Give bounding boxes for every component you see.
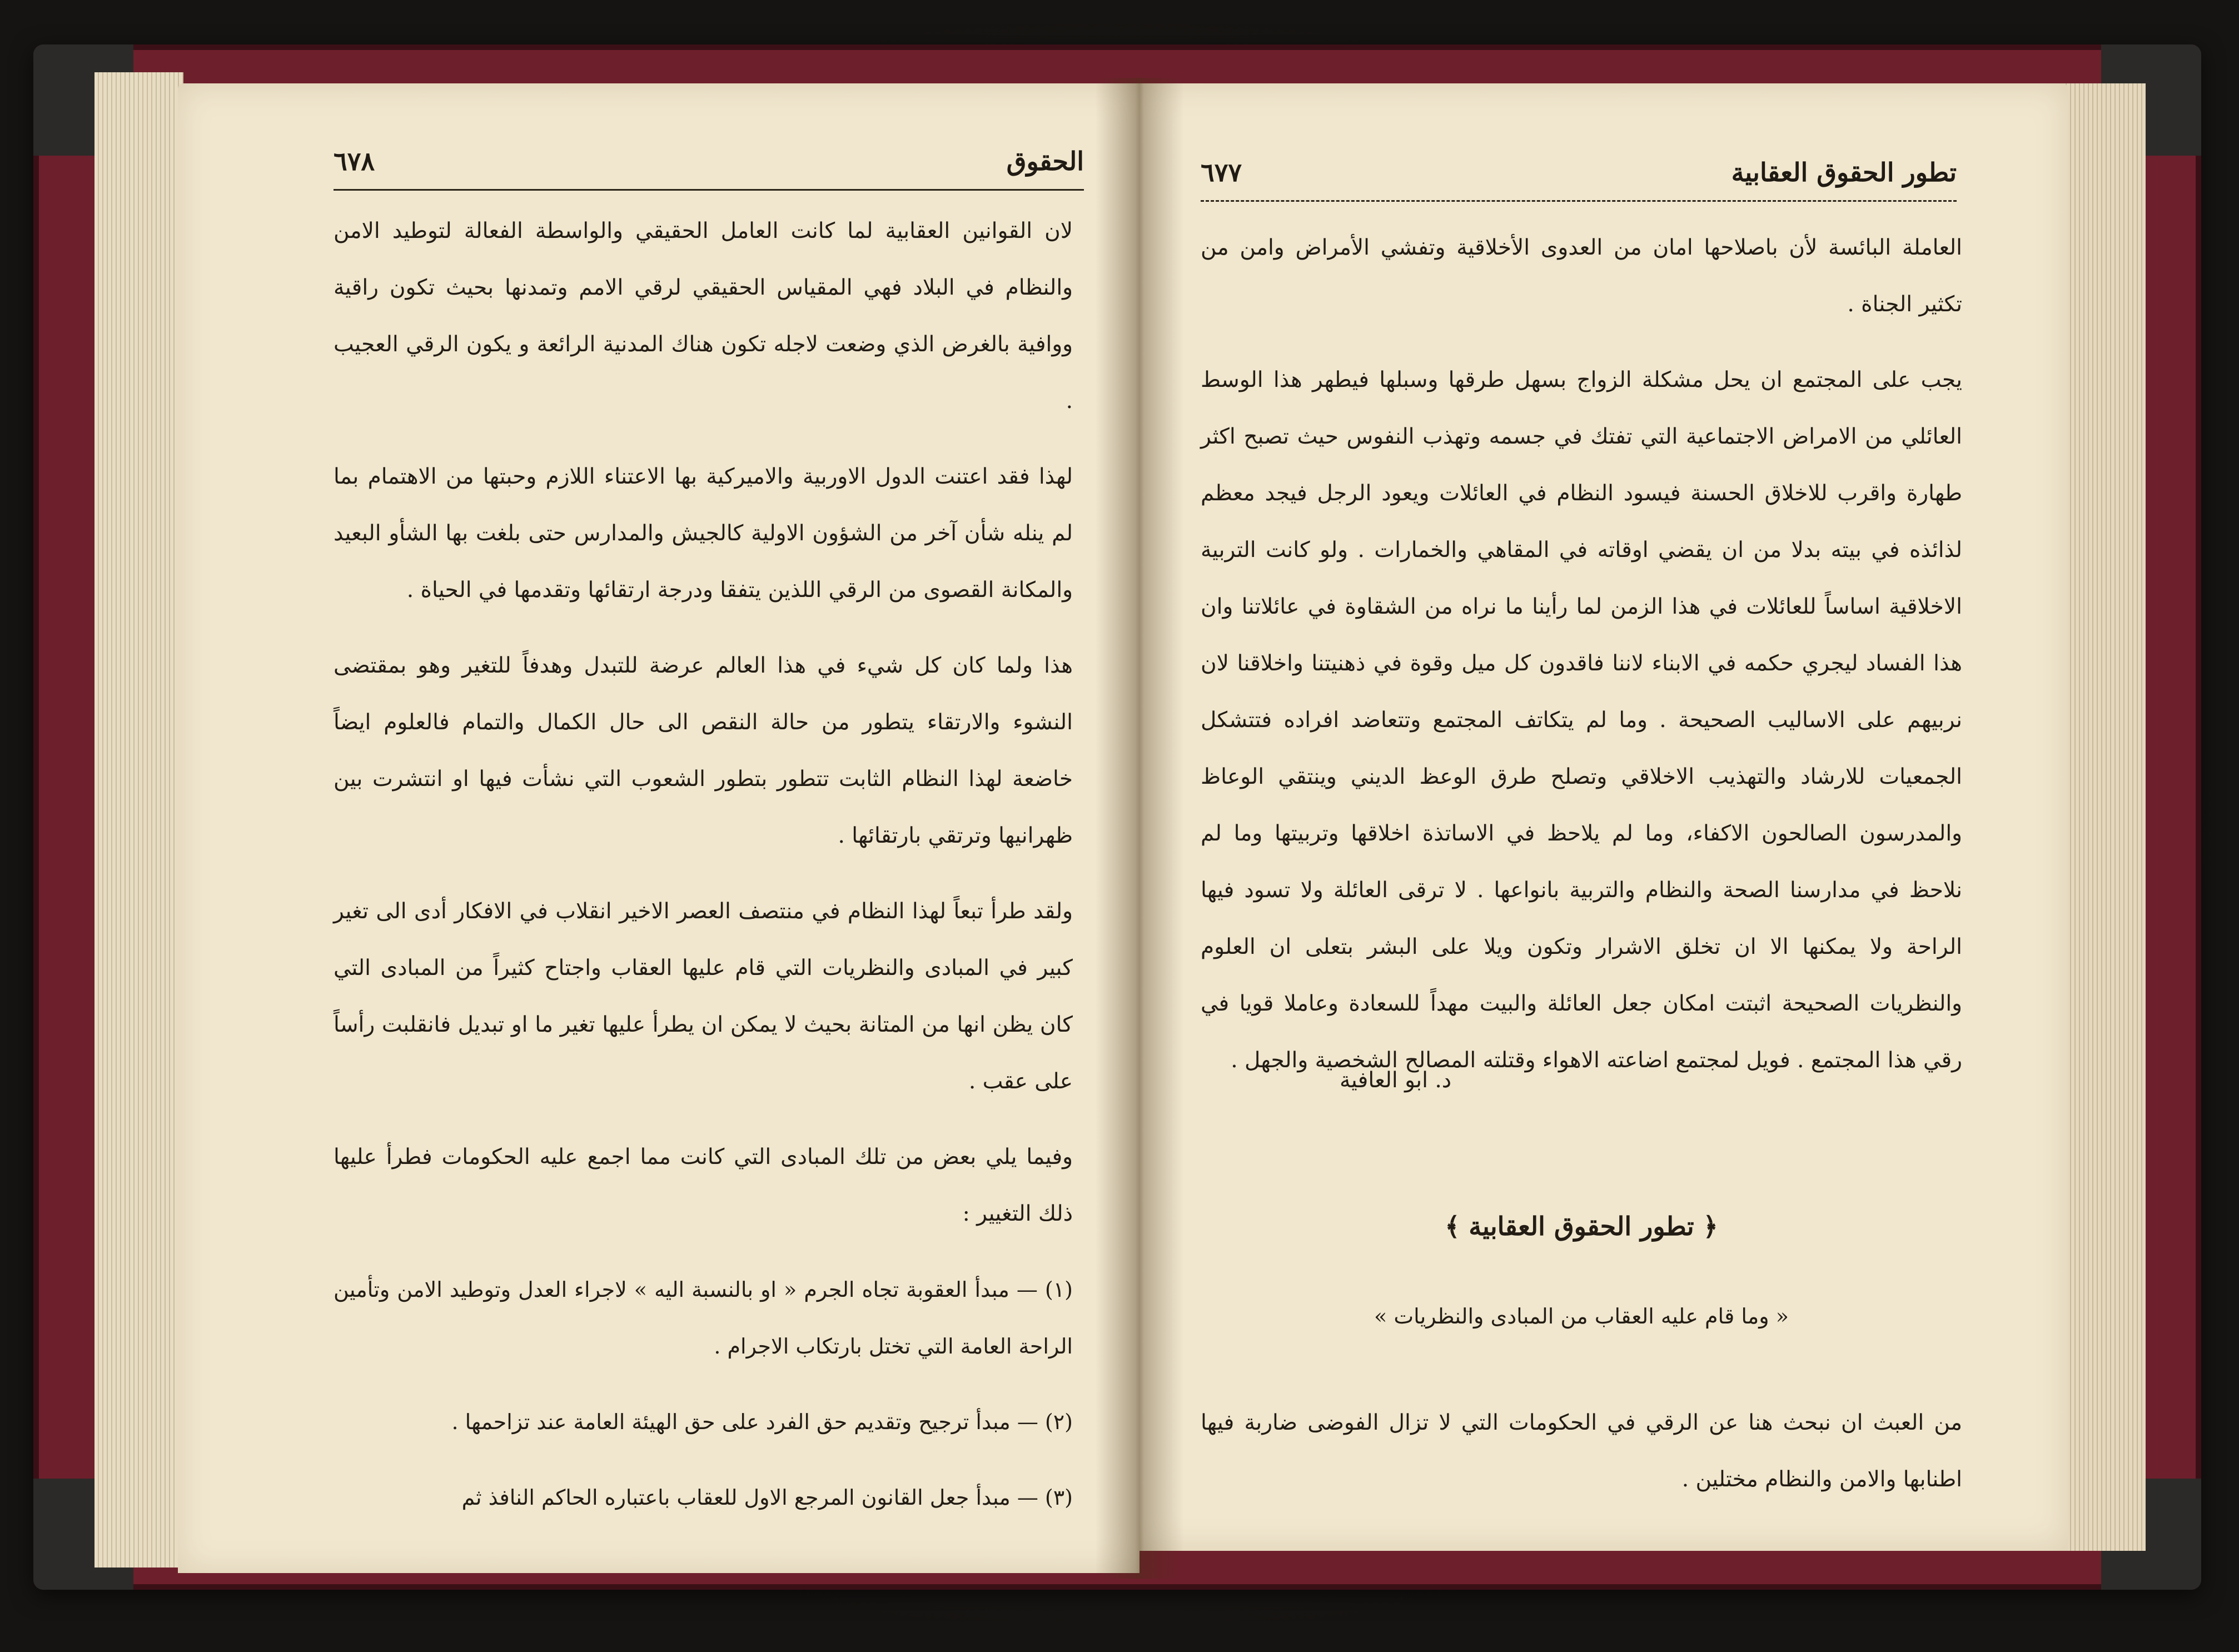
left-page-header (334, 133, 1084, 191)
section-subtitle: « وما قام عليه العقاب من المبادى والنظريات » (1374, 1304, 1789, 1328)
paragraph: لهذا فقد اعتنت الدول الاوربية والاميركية بها الاعتناء اللازم وحبتها من الاهتمام بما لم ينله شأن آخر من الشؤون الاولية كالجيش والمدارس حتى بلغت بها الشأو البعيد والمكانة القصوى من الرقي اللذين يتفقا ودرجة ارتقائها وتقدمها في الحياة . (334, 464, 1073, 603)
numbered-item: (٣) — مبدأ جعل القانون المرجع الاول للعقاب باعتباره الحاكم النافذ ثم (461, 1485, 1073, 1510)
numbered-item: (٢) — مبدأ ترجيح وتقديم حق الفرد على حق الهيئة العامة عند تزاحمها . (451, 1410, 1073, 1434)
running-title: الحقوق (1006, 146, 1084, 176)
paragraph: وفيما يلي بعض من تلك المبادى التي كانت مما اجمع عليه الحكومات فطرأ عليها ذلك التغيير : (334, 1145, 1073, 1226)
paragraph: العاملة البائسة لأن باصلاحها امان من العدوى الأخلاقية وتفشي الأمراض وامن من تكثير الجناة . (1201, 235, 1962, 317)
paragraph: هذا ولما كان كل شيء في هذا العالم عرضة للتبدل وهدفاً للتغير وهو بمقتضى النشوء والارتقاء يتطور من حالة النقص الى حال الكمال والتمام فالعلوم ايضاً خاضعة لهذا النظام الثابت تتطور بتطور الشعوب التي نشأت فيها او انتشرت بين ظهرانيها وترتقي بارتقائها . (334, 653, 1073, 848)
page-number: ٦٧٧ (1201, 157, 1242, 187)
right-page-body (1201, 220, 1962, 1527)
right-page (1140, 83, 2068, 1551)
running-title: تطور الحقوق العقابية (1731, 157, 1957, 187)
left-page-body (334, 203, 1073, 1545)
paragraph: من العبث ان نبحث هنا عن الرقي في الحكومات التي لا تزال الفوضى ضاربة فيها اطنابها والامن والنظام مختلين . (1201, 1410, 1962, 1492)
paragraph: يجب على المجتمع ان يحل مشكلة الزواج بسهل طرقها وسبلها فيطهر هذا الوسط العائلي من الامراض الاجتماعية التي تفتك في جسمه وتهذب النفوس حيث تصبح اكثر طهارة واقرب للاخلاق الحسنة فيسود النظام في العائلات ويعود الرجل فيجد معظم لذائذه في بيته بدلا من ان يقضي اوقاته في المقاهي والخمارات . ولو كانت التربية الاخلاقية اساساً للعائلات في هذا الزمن لما رأينا ما نراه من الشقاوة في عائلاتنا وان هذا الفساد ليجري حكمه في الابناء لاننا فاقدون كل ميل وقوة في ذهنيتنا واخلاقنا لان نربيهم على الاساليب الصحيحة . وما لم يتكاتف المجتمع وتتعاضد افراده فتتشكل الجمعيات للارشاد والتهذيب الاخلاقي وتصلح طرق الوعظ الديني وينتقي الوعاظ والمدرسون الصالحون الاكفاء، وما لم يلاحظ في الاساتذة اخلاقها وتربيتها وما لم نلاحظ في مدارسنا الصحة والنظام والتربية بانواعها . لا ترقى العائلة ولا تسود فيها الراحة ولا يمكنها الا ان تخلق الاشرار وتكون ويلا على البشر بتعلى ان العلوم والنظريات الصحيحة اثبتت امكان جعل العائلة والبيت مهداً للسعادة وعاملا قويا في رقي هذا المجتمع . فويل لمجتمع اضاعته الاهواء وقتلته المصالح الشخصية والجهل . (1201, 367, 1962, 1073)
page-edges-left (94, 72, 183, 1568)
numbered-item: (١) — مبدأ العقوبة تجاه الجرم « او بالنسبة اليه » لاجراء العدل وتوطيد الامن وتأمين الراحة العامة التي تختل بارتكاب الاجرام . (334, 1277, 1073, 1359)
section-title: ﴿ تطور الحقوق العقابية ﴾ (1445, 1211, 1718, 1241)
author-signature: د. ابو العافية (1340, 1068, 1452, 1093)
page-number: ٦٧٨ (334, 146, 375, 176)
book-gutter-shadow (1095, 78, 1184, 1579)
paragraph: ولقد طرأ تبعاً لهذا النظام في منتصف العصر الاخير انقلاب في الافكار أدى الى تغير كبير في المبادى والنظريات التي قام عليها العقاب واجتاح كثيراً من المبادى التي كان يظن انها من المتانة بحيث لا يمكن ان يطرأ عليها تغير ما او تبديل فانقلبت رأساً على عقب . (334, 899, 1073, 1094)
left-page (178, 83, 1140, 1573)
right-page-header (1201, 145, 1957, 202)
page-edges-right (2062, 83, 2146, 1551)
paragraph: لان القوانين العقابية لما كانت العامل الحقيقي والواسطة الفعالة لتوطيد الامن والنظام في البلاد فهي المقياس الحقيقي لرقي الامم وتمدنها بحيث تكون راقية ووافية بالغرض الذي وضعت لاجله تكون هناك المدنية الرائعة و يكون الرقي العجيب . (334, 218, 1073, 414)
